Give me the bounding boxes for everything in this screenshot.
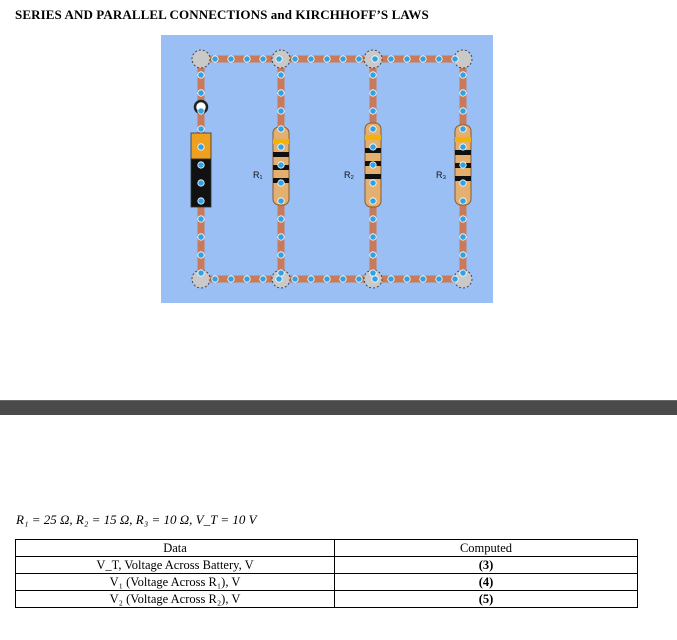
electron xyxy=(340,56,346,62)
electron xyxy=(278,144,284,150)
junction-nodes xyxy=(192,50,472,288)
electron xyxy=(198,270,204,276)
given-r2: R₂ = 15 Ω, xyxy=(75,512,133,527)
resistor-band xyxy=(273,139,289,144)
electron xyxy=(278,108,284,114)
electron xyxy=(460,108,466,114)
row-computed[interactable]: (3) xyxy=(335,557,638,574)
electron xyxy=(452,276,458,282)
section-divider xyxy=(0,400,677,415)
electron xyxy=(198,234,204,240)
electron xyxy=(370,270,376,276)
electron xyxy=(198,72,204,78)
electron xyxy=(436,276,442,282)
electron xyxy=(370,216,376,222)
electron xyxy=(388,56,394,62)
electron xyxy=(460,162,466,168)
electron xyxy=(436,56,442,62)
table-header-row xyxy=(16,540,638,557)
electron xyxy=(404,276,410,282)
electron xyxy=(228,276,234,282)
electron xyxy=(198,162,204,168)
row-label: V_T, Voltage Across Battery, V xyxy=(16,557,335,574)
electron xyxy=(276,56,282,62)
electron xyxy=(370,180,376,186)
electron xyxy=(278,90,284,96)
electron xyxy=(324,276,330,282)
electron xyxy=(452,56,458,62)
electron xyxy=(308,56,314,62)
electron xyxy=(278,180,284,186)
electron xyxy=(198,90,204,96)
table-row xyxy=(16,557,638,574)
electron xyxy=(460,252,466,258)
electron xyxy=(420,56,426,62)
electron xyxy=(244,276,250,282)
electron xyxy=(278,252,284,258)
row-label: V₁ (Voltage Across R₁), V xyxy=(16,574,335,591)
electron xyxy=(460,126,466,132)
electron xyxy=(228,56,234,62)
electron xyxy=(370,198,376,204)
electron xyxy=(460,144,466,150)
electron xyxy=(292,56,298,62)
circuit-diagram xyxy=(161,35,493,303)
given-values xyxy=(16,512,257,528)
row-label: V₂ (Voltage Across R₂), V xyxy=(16,591,335,608)
electron xyxy=(370,126,376,132)
header-computed: Computed xyxy=(335,540,638,557)
resistor-band xyxy=(365,174,381,179)
electron xyxy=(388,276,394,282)
electron xyxy=(212,276,218,282)
r1-label: R₁ xyxy=(253,170,263,180)
electron xyxy=(308,276,314,282)
electron xyxy=(460,72,466,78)
electron xyxy=(198,126,204,132)
resistor-band xyxy=(365,135,381,140)
electron xyxy=(212,56,218,62)
electron xyxy=(198,216,204,222)
electron xyxy=(278,162,284,168)
table-row xyxy=(16,574,638,591)
resistor-band xyxy=(455,137,471,142)
components xyxy=(191,101,471,207)
given-vt: V_T = 10 V xyxy=(195,512,257,527)
electron xyxy=(460,198,466,204)
electron xyxy=(324,56,330,62)
electron xyxy=(370,90,376,96)
electron xyxy=(356,276,362,282)
r3-label: R₃ xyxy=(436,170,447,180)
electron xyxy=(460,270,466,276)
header-data: Data xyxy=(16,540,335,557)
r2-label: R₂ xyxy=(344,170,354,180)
electron xyxy=(340,276,346,282)
electron xyxy=(292,276,298,282)
electron xyxy=(278,72,284,78)
electron xyxy=(460,180,466,186)
electron xyxy=(278,216,284,222)
electron xyxy=(460,216,466,222)
electron xyxy=(460,234,466,240)
electron xyxy=(372,276,378,282)
resistor-band xyxy=(455,150,471,155)
table-row xyxy=(16,591,638,608)
electron xyxy=(260,276,266,282)
electron xyxy=(276,276,282,282)
junction-node xyxy=(192,50,210,68)
electrons xyxy=(198,56,466,282)
electron xyxy=(198,144,204,150)
electron xyxy=(198,180,204,186)
data-table xyxy=(15,539,638,608)
electron xyxy=(198,108,204,114)
electron xyxy=(278,270,284,276)
electron xyxy=(278,234,284,240)
page-title: SERIES AND PARALLEL CONNECTIONS and KIRCHHOFF’S LAWS xyxy=(15,7,429,22)
electron xyxy=(372,56,378,62)
electron xyxy=(370,162,376,168)
row-computed[interactable]: (5) xyxy=(335,591,638,608)
electron xyxy=(370,108,376,114)
circuit-simulation xyxy=(161,35,493,303)
electron xyxy=(278,126,284,132)
electron xyxy=(370,252,376,258)
row-computed[interactable]: (4) xyxy=(335,574,638,591)
electron xyxy=(370,72,376,78)
given-r1: R₁ = 25 Ω, xyxy=(16,512,73,527)
electron xyxy=(244,56,250,62)
electron xyxy=(198,252,204,258)
wires xyxy=(201,59,463,279)
electron xyxy=(356,56,362,62)
electron xyxy=(404,56,410,62)
electron xyxy=(370,234,376,240)
electron xyxy=(460,90,466,96)
electron xyxy=(278,198,284,204)
given-r3: R₃ = 10 Ω, xyxy=(135,512,193,527)
electron xyxy=(198,198,204,204)
resistor-band xyxy=(273,152,289,157)
electron xyxy=(260,56,266,62)
electron xyxy=(420,276,426,282)
electron xyxy=(370,144,376,150)
